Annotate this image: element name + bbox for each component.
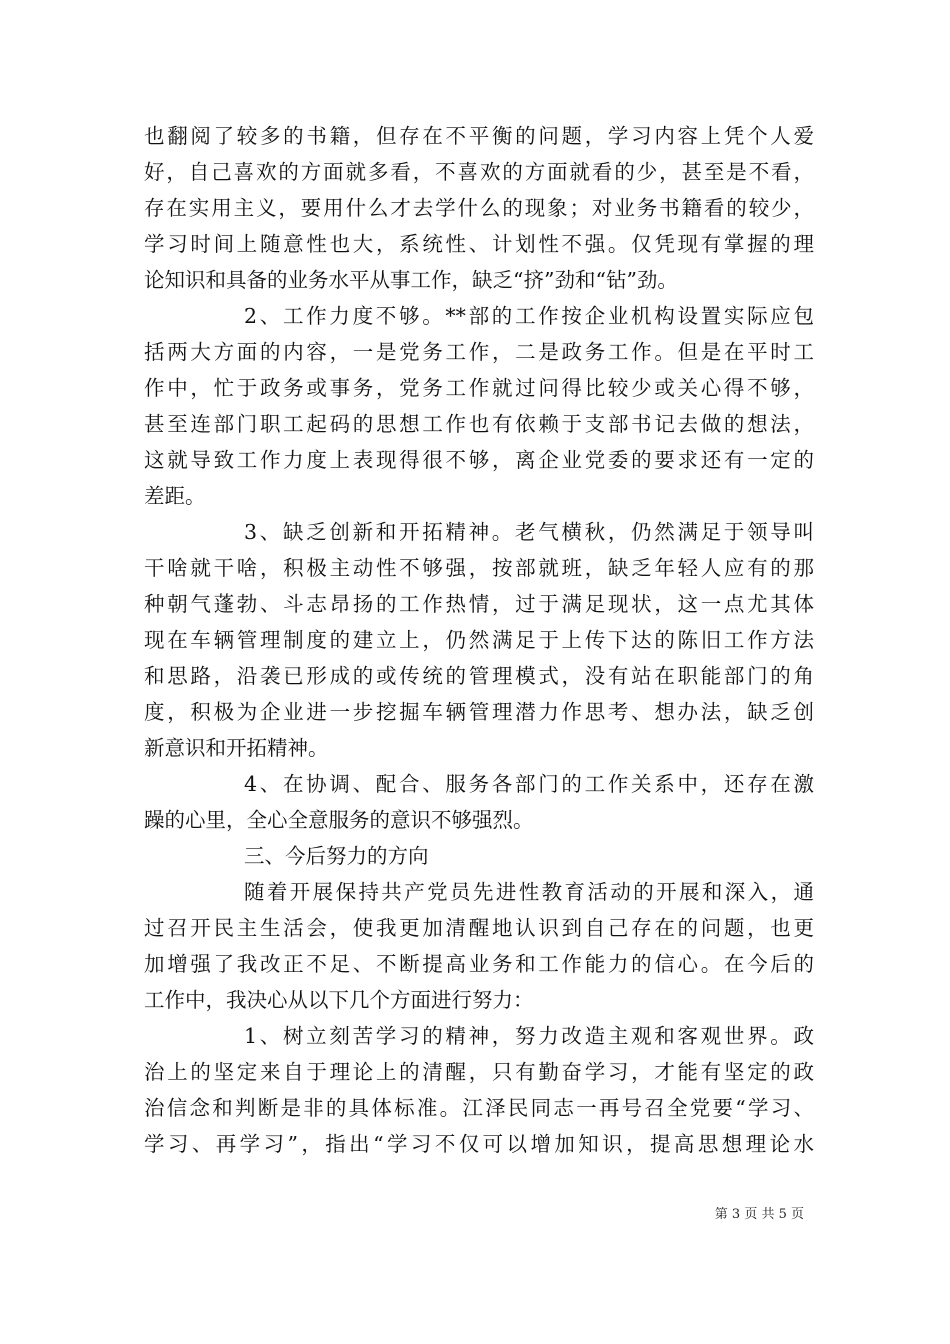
- text-line: 新意识和开拓精神。: [144, 736, 329, 760]
- section-heading: 三、今后努力的方向: [244, 844, 429, 868]
- text-line: 治信念和判断是非的具体标准。江泽民同志一再号召全党要“学习、: [144, 1096, 814, 1120]
- text-line: 甚至连部门职工起码的思想工作也有依赖于支部书记去做的想法，: [144, 412, 814, 436]
- text-line: 括两大方面的内容，一是党务工作，二是政务工作。但是在平时工: [144, 340, 814, 364]
- text-line: 和思路，沿袭已形成的或传统的管理模式，没有站在职能部门的角: [144, 664, 814, 688]
- text-line-indented: 随着开展保持共产党员先进性教育活动的开展和深入，通: [244, 880, 814, 904]
- text-line: 躁的心里，全心全意服务的意识不够强烈。: [144, 808, 534, 832]
- text-line: 学习、再学习”，指出“学习不仅可以增加知识，提高思想理论水: [144, 1132, 814, 1156]
- text-line: 过召开民主生活会，使我更加清醒地认识到自己存在的问题，也更: [144, 916, 814, 940]
- text-line: 治上的坚定来自于理论上的清醒，只有勤奋学习，才能有坚定的政: [144, 1060, 814, 1084]
- text-line: 作中，忙于政务或事务，党务工作就过问得比较少或关心得不够，: [144, 376, 814, 400]
- text-line: 论知识和具备的业务水平从事工作，缺乏“挤”劲和“钻”劲。: [144, 268, 678, 292]
- text-line: 这就导致工作力度上表现得很不够，离企业党委的要求还有一定的: [144, 448, 814, 472]
- text-line-indented: 3、缺乏创新和开拓精神。老气横秋，仍然满足于领导叫: [244, 520, 814, 544]
- text-line: 学习时间上随意性也大，系统性、计划性不强。仅凭现有掌握的理: [144, 232, 814, 256]
- text-line: 干啥就干啥，积极主动性不够强，按部就班，缺乏年轻人应有的那: [144, 556, 814, 580]
- text-line: 加增强了我改正不足、不断提高业务和工作能力的信心。在今后的: [144, 952, 814, 976]
- text-line: 存在实用主义，要用什么才去学什么的现象；对业务书籍看的较少，: [144, 196, 814, 220]
- text-line-indented: 2、工作力度不够。**部的工作按企业机构设置实际应包: [244, 304, 814, 328]
- text-line: 现在车辆管理制度的建立上，仍然满足于上传下达的陈旧工作方法: [144, 628, 814, 652]
- text-line: 差距。: [144, 484, 206, 508]
- document-body: [144, 118, 814, 1162]
- text-line: 种朝气蓬勃、斗志昂扬的工作热情，过于满足现状，这一点尤其体: [144, 592, 814, 616]
- text-line: 也翻阅了较多的书籍，但存在不平衡的问题，学习内容上凭个人爱: [144, 124, 814, 148]
- text-line-indented: 1、树立刻苦学习的精神，努力改造主观和客观世界。政: [244, 1024, 814, 1048]
- page-number: 第 3 页 共 5 页: [714, 1207, 804, 1222]
- text-line-indented: 4、在协调、配合、服务各部门的工作关系中，还存在激: [244, 772, 814, 796]
- text-line: 度，积极为企业进一步挖掘车辆管理潜力作思考、想办法，缺乏创: [144, 700, 814, 724]
- text-line: 工作中，我决心从以下几个方面进行努力：: [144, 988, 534, 1012]
- text-line: 好，自己喜欢的方面就多看，不喜欢的方面就看的少，甚至是不看，: [144, 160, 814, 184]
